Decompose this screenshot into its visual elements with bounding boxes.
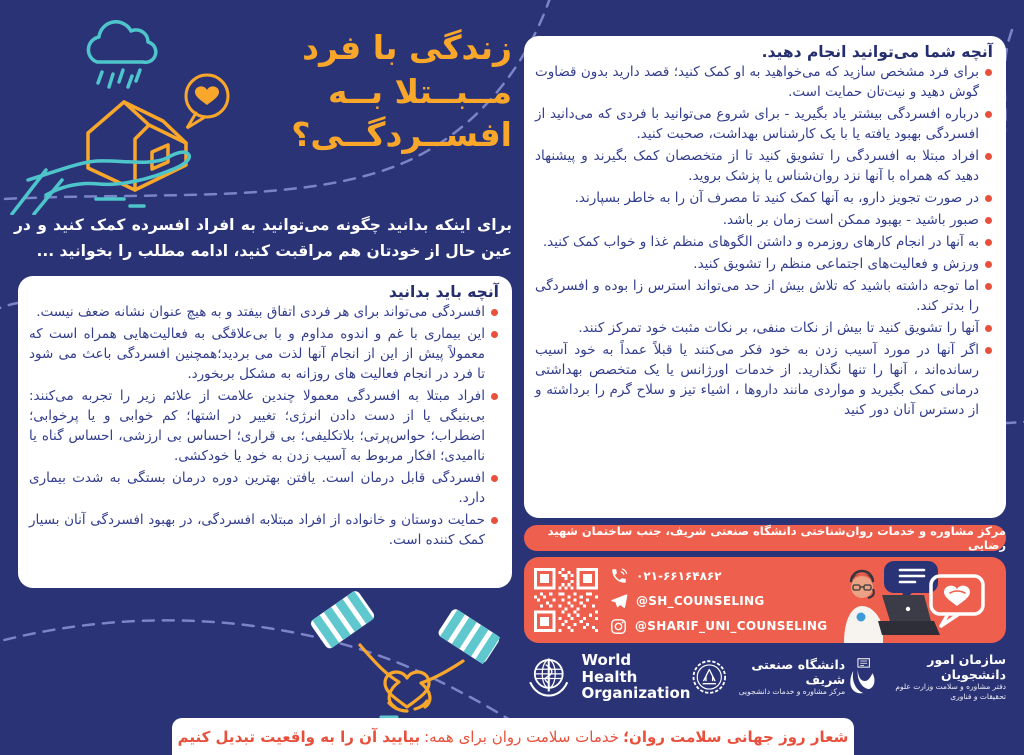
list-item: به آنها در انجام کارهای روزمره و داشتن الگوهای منظم غذا و خواب کمک کنید. bbox=[535, 233, 993, 253]
contact-box bbox=[524, 557, 1006, 643]
qr-code bbox=[534, 568, 598, 632]
sharif-logo bbox=[691, 654, 845, 700]
student-affairs-logo bbox=[845, 651, 1006, 703]
know-box-header: آنچه باید بدانید bbox=[388, 283, 499, 301]
list-item: آنها را تشویق کنید تا بیش از نکات منفی، بر نکات مثبت خود تمرکز کنند. bbox=[535, 319, 993, 339]
list-item: اما توجه داشته باشید که تلاش بیش از حد می‌تواند استرس زا بوده و افسردگی را بدتر کند. bbox=[535, 277, 993, 317]
slogan-bar bbox=[172, 718, 854, 755]
sharif-logo-text bbox=[736, 657, 846, 697]
intro-text: برای اینکه بدانید چگونه می‌توانید به افراد افسرده کمک کنید و در عین حال از خودتان هم مراقبت کنید، ادامه مطلب را بخوانید ... bbox=[14, 216, 512, 261]
do-box-list bbox=[535, 63, 993, 420]
house-icon bbox=[88, 102, 186, 190]
slogan-part-1: شعار روز جهانی سلامت روان؛ bbox=[623, 727, 849, 746]
who-line-1: World Health bbox=[581, 651, 638, 686]
telegram-handle: @SH_COUNSELING bbox=[636, 594, 765, 608]
title-line-3: افســردگــی؟ bbox=[291, 115, 512, 155]
contact-rows bbox=[610, 565, 827, 637]
telegram-row bbox=[610, 590, 827, 612]
open-hand-icon bbox=[12, 152, 189, 214]
list-item: افسردگی می‌تواند برای هر فردی اتفاق بیفتد و به هیچ عنوان نشانه ضعف نیست. bbox=[29, 303, 499, 323]
know-box bbox=[18, 276, 512, 588]
right-sleeve bbox=[437, 607, 501, 664]
list-item: افراد مبتلا به افسردگی معمولا چندین علامت از علائم زیر را تجربه می‌کنند: بی‌بنیگی یا از دست دادن انرژی؛ تغییر در اشتها؛ کم خوابی و یا پرخوابی؛ اضطراب؛ حواس‌پرتی؛ بلاتکلیفی؛ بی قراری؛ احساس بی ارزشی، احساس گناه یا ناامیدی؛ افکار مربوط به آسیب زدن به خود یا خودکشی. bbox=[29, 387, 499, 467]
list-item: ورزش و فعالیت‌های اجتماعی منظم را تشویق کنید. bbox=[535, 255, 993, 275]
phone-icon bbox=[610, 567, 628, 585]
list-item: برای فرد مشخص سازید که می‌خواهید به او کمک کنید؛ قصد دارید بدون قضاوت گوش دهید و نیت‌تان حمایت است. bbox=[535, 63, 993, 103]
student-affairs-subtitle-2: تحقیقات و فناوری bbox=[950, 692, 1006, 701]
instagram-handle: @SHARIF_UNI_COUNSELING bbox=[635, 619, 828, 633]
list-item: صبور باشید - بهبود ممکن است زمان بر باشد. bbox=[535, 211, 993, 231]
list-item: این بیماری با غم و اندوه مداوم و با بی‌علاقگی به فعالیت‌هایی همراه است که معمولاً پیش از این از انجام آنها لذت می بردید؛همچنین افسردگی باعث می شود تا فرد در انجام فعالیت های روزانه به مشکل بربخورد. bbox=[29, 325, 499, 385]
hands-heart-illustration bbox=[285, 583, 525, 723]
sharif-emblem-icon bbox=[691, 654, 728, 700]
list-item: افسردگی قابل درمان است. یافتن بهترین دوره درمان بستگی به شدت بیماری دارد. bbox=[29, 469, 499, 509]
who-logo-text bbox=[581, 652, 691, 702]
list-item: درباره افسردگی بیشتر یاد بگیرید - برای شروع می‌توانید با فردی که می‌دانید از افسردگی بهبود یافته یا با یک کارشناس بهداشت، صحبت کنید. bbox=[535, 105, 993, 145]
list-item: اگر آنها در مورد آسیب زدن به خود فکر می‌کنند یا قبلاً عمداً به خود آسیب رسانده‌اند ، آنها را تنها نگذارید. از خدمات اورژانس یا یک متخصص بهداشتی درمانی کمک بگیرید و مواردی مانند داروها ، اشیاء تیز و سلاح گرم را برداشته و از دسترس آنان دور کنید bbox=[535, 341, 993, 421]
student-affairs-name: سازمان امور دانشجویان bbox=[927, 651, 1006, 682]
page-title bbox=[240, 26, 512, 157]
student-affairs-emblem-icon bbox=[845, 651, 880, 703]
who-emblem-icon bbox=[524, 652, 573, 702]
phone-row bbox=[610, 565, 827, 587]
telegram-icon bbox=[610, 592, 628, 610]
heart-message-icon bbox=[928, 573, 988, 629]
know-box-list bbox=[29, 303, 499, 551]
instagram-icon bbox=[610, 618, 627, 635]
do-box-header: آنچه شما می‌توانید انجام دهید. bbox=[761, 43, 993, 61]
phone-number: ۰۲۱-۶۶۱۶۴۸۶۲ bbox=[636, 569, 722, 583]
slogan-part-3: بیایید آن را به واقعیت تبدیل کنیم bbox=[177, 727, 421, 746]
logos-row bbox=[524, 646, 1006, 708]
sharif-subtitle: مرکز مشاوره و خدمات دانشجویی bbox=[738, 686, 846, 696]
hand-holding-house-illustration bbox=[0, 0, 250, 215]
title-line-1: زندگی با فرد bbox=[302, 28, 512, 67]
who-logo bbox=[524, 652, 691, 702]
slogan-part-2: خدمات سلامت روان برای همه: bbox=[424, 727, 620, 746]
list-item: افراد مبتلا به افسردگی را تشویق کنید تا از متخصصان کمک بگیرند و پیشنهاد دهید که همراه با آنها نزد روان‌شناس یا پزشک بروید. bbox=[535, 147, 993, 187]
do-box bbox=[524, 36, 1006, 518]
address-bar: مرکز مشاوره و خدمات روان‌شناختی دانشگاه صنعتی شریف، جنب ساختمان شهید رضایی bbox=[524, 525, 1006, 551]
hands-outline bbox=[360, 645, 463, 711]
student-affairs-logo-text bbox=[888, 652, 1006, 702]
sharif-name: دانشگاه صنعتی شریف bbox=[751, 656, 846, 687]
title-line-2: مــبــتلا بــه bbox=[328, 71, 512, 111]
rain-cloud-icon bbox=[88, 22, 155, 62]
who-line-2: Organization bbox=[581, 684, 691, 703]
list-item: حمایت دوستان و خانواده از افراد مبتلابه افسردگی، در بهبود افسردگی آنان بسیار کمک کننده است. bbox=[29, 511, 499, 551]
instagram-row bbox=[610, 615, 827, 637]
left-sleeve bbox=[309, 589, 376, 650]
student-affairs-subtitle-1: دفتر مشاوره و سلامت وزارت علوم bbox=[895, 681, 1006, 691]
heart-speech-bubble-icon bbox=[186, 75, 228, 128]
list-item: در صورت تجویز دارو، به آنها کمک کنید تا مصرف آن را به خاطر بسپارند. bbox=[535, 189, 993, 209]
